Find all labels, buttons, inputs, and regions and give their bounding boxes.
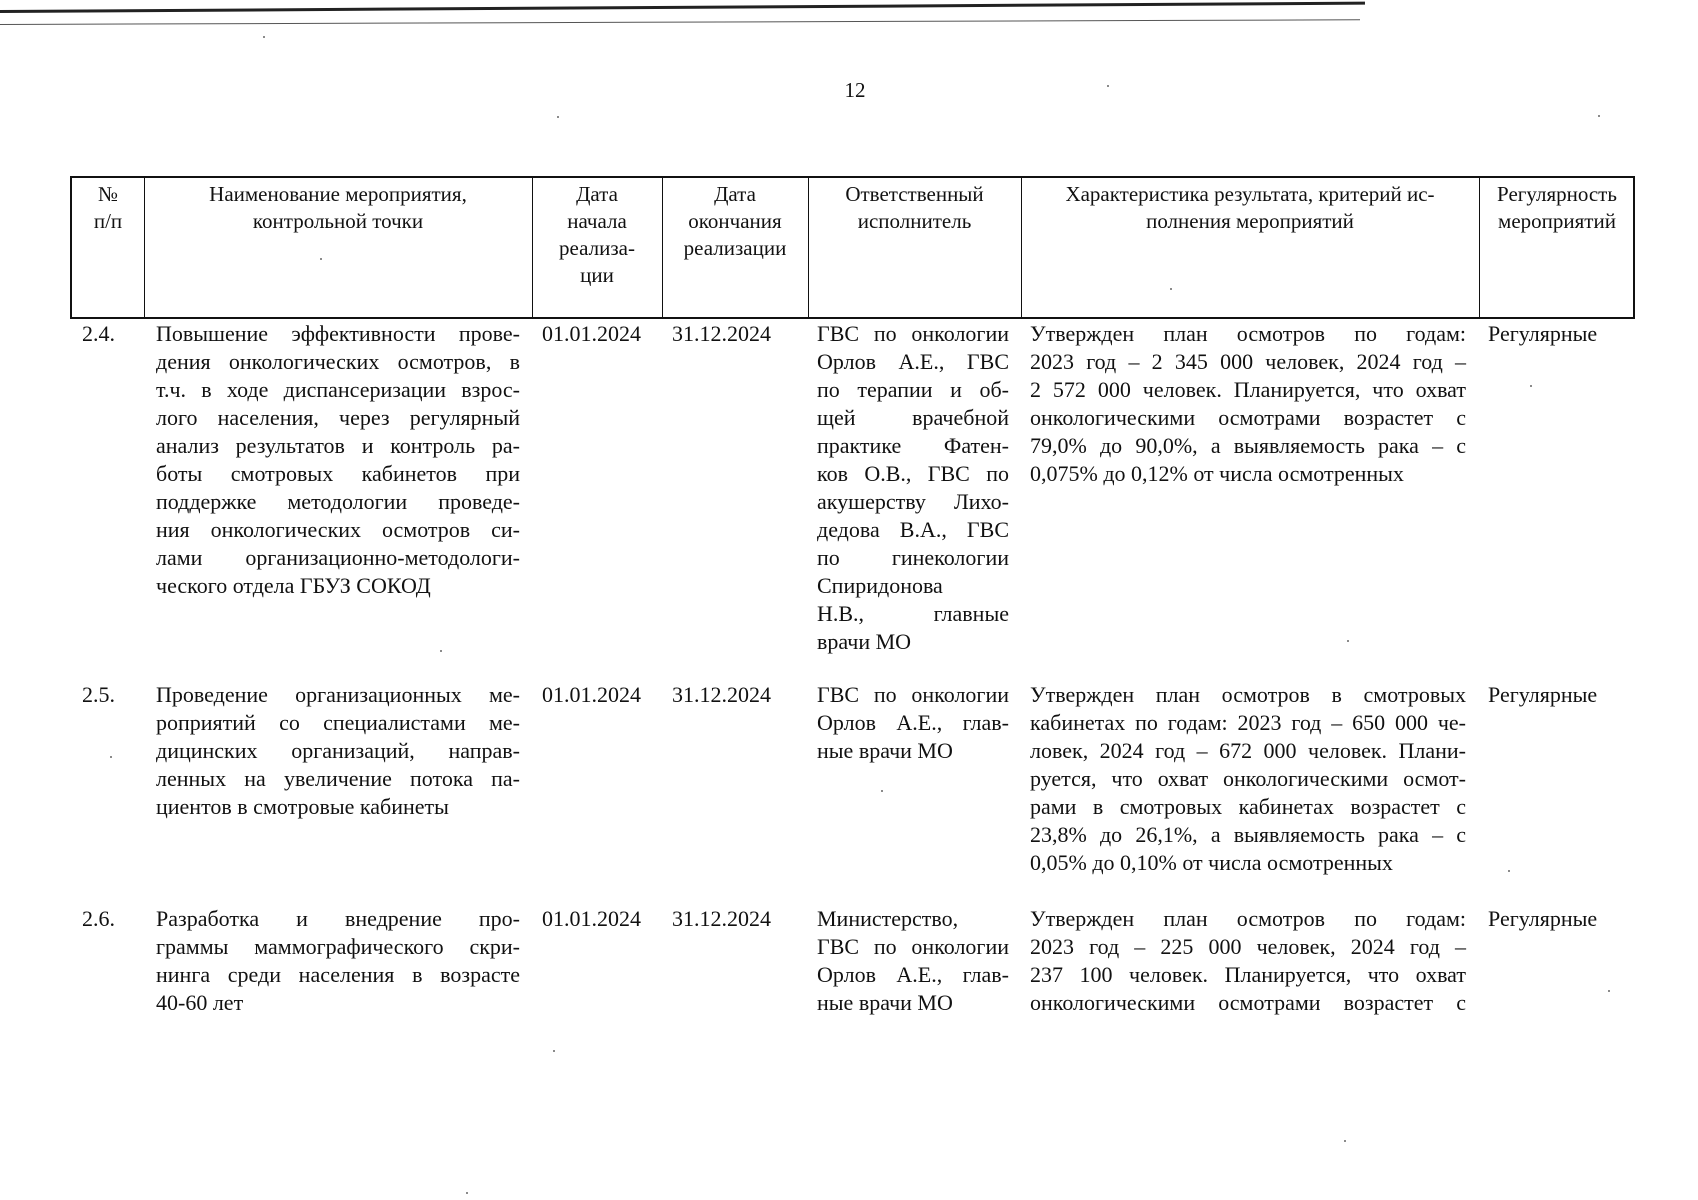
row-number: 2.5.: [82, 682, 115, 707]
scan-speck: [1344, 1140, 1346, 1142]
start-date: 01.01.2024: [542, 906, 641, 931]
header-end-date: Дата окончания реализации: [683, 182, 787, 260]
scan-border-line: [0, 19, 1360, 25]
scan-speck: [1508, 870, 1510, 872]
activity-name: Разработка и внедрение про- граммы маммографического скри- нинга среди населения в возрасте 40-60 лет: [156, 906, 520, 1015]
row-number: 2.6.: [82, 906, 115, 931]
scan-speck: [110, 756, 112, 758]
result-description: Утвержден план осмотров по годам: 2023 год – 225 000 человек, 2024 год – 237 100 человек. Планируется, что охват онкологическими осмотрами возрастет с: [1030, 906, 1466, 1015]
row-number: 2.4.: [82, 321, 115, 346]
responsible-executor: Министерство, ГВС по онкологии Орлов А.Е., глав- ные врачи МО: [817, 906, 1009, 1015]
header-responsible: Ответственный исполнитель: [845, 182, 984, 233]
scan-speck: [440, 650, 442, 652]
activity-name: Повышение эффективности прове- дения онкологических осмотров, в т.ч. в ходе диспансеризации взрос- лого населения, через регулярный анализ результатов и контроль ра- боты смотровых кабинетов при поддержке методологии проведе- ния онкологических осмотров си- лами организационно-методологи- ческого отдела ГБУЗ СОКОД: [156, 321, 520, 598]
scan-speck: [320, 258, 322, 260]
scan-speck: [1107, 85, 1109, 87]
activity-name: Проведение организационных ме- роприятий со специалистами ме- дицинских организаций, направ- ленных на увеличение потока па- циентов в смотровые кабинеты: [156, 682, 520, 819]
header-result: Характеристика результата, критерий ис- полнения мероприятий: [1065, 182, 1435, 233]
result-description: Утвержден план осмотров в смотровых кабинетах по годам: 2023 год – 650 000 че- ловек, 2024 год – 672 000 человек. Плани- руется, что охват онкологическими осмот- рами в смотровых кабинетах возрастет с 23,8% до 26,1%, а выявляемость рака – с 0,05% до 0,10% от числа осмотренных: [1030, 682, 1466, 875]
regularity: Регулярные: [1488, 906, 1598, 931]
header-start-date: Дата начала реализа- ции: [559, 182, 635, 287]
end-date: 31.12.2024: [672, 906, 771, 931]
scan-speck: [1608, 990, 1610, 992]
scan-speck: [263, 36, 265, 38]
responsible-executor: ГВС по онкологии Орлов А.Е., глав- ные врачи МО: [817, 682, 1009, 763]
scan-speck: [557, 116, 559, 118]
start-date: 01.01.2024: [542, 682, 641, 707]
scan-speck: [1347, 640, 1349, 642]
start-date: 01.01.2024: [542, 321, 641, 346]
end-date: 31.12.2024: [672, 321, 771, 346]
scan-speck: [881, 790, 883, 792]
page-number: 12: [844, 78, 866, 102]
regularity: Регулярные: [1488, 321, 1598, 346]
scan-speck: [1598, 115, 1600, 117]
header-name: Наименование мероприятия, контрольной точки: [209, 182, 467, 233]
table-header: [70, 176, 1635, 319]
responsible-executor: ГВС по онкологии Орлов А.Е., ГВС по терапии и об- щей врачебной практике Фатен- ков О.В., ГВС по акушерству Лихо- дедова В.А., ГВС по гинекологии Спиридонова Н.В., главные врачи МО: [817, 321, 1009, 654]
regularity: Регулярные: [1488, 682, 1598, 707]
header-regularity: Регулярность мероприятий: [1497, 182, 1617, 233]
scan-speck: [1530, 385, 1532, 387]
result-description: Утвержден план осмотров по годам: 2023 год – 2 345 000 человек, 2024 год – 2 572 000 человек. Планируется, что охват онкологическими осмотрами возрастет с 79,0% до 90,0%, а выявляемость рака – с 0,075% до 0,12% от числа осмотренных: [1030, 321, 1466, 486]
end-date: 31.12.2024: [672, 682, 771, 707]
scan-speck: [1170, 288, 1172, 290]
scan-border-line: [0, 2, 1365, 13]
scan-speck: [466, 1192, 468, 1194]
header-number: № п/п: [93, 182, 123, 233]
scan-speck: [553, 1050, 555, 1052]
